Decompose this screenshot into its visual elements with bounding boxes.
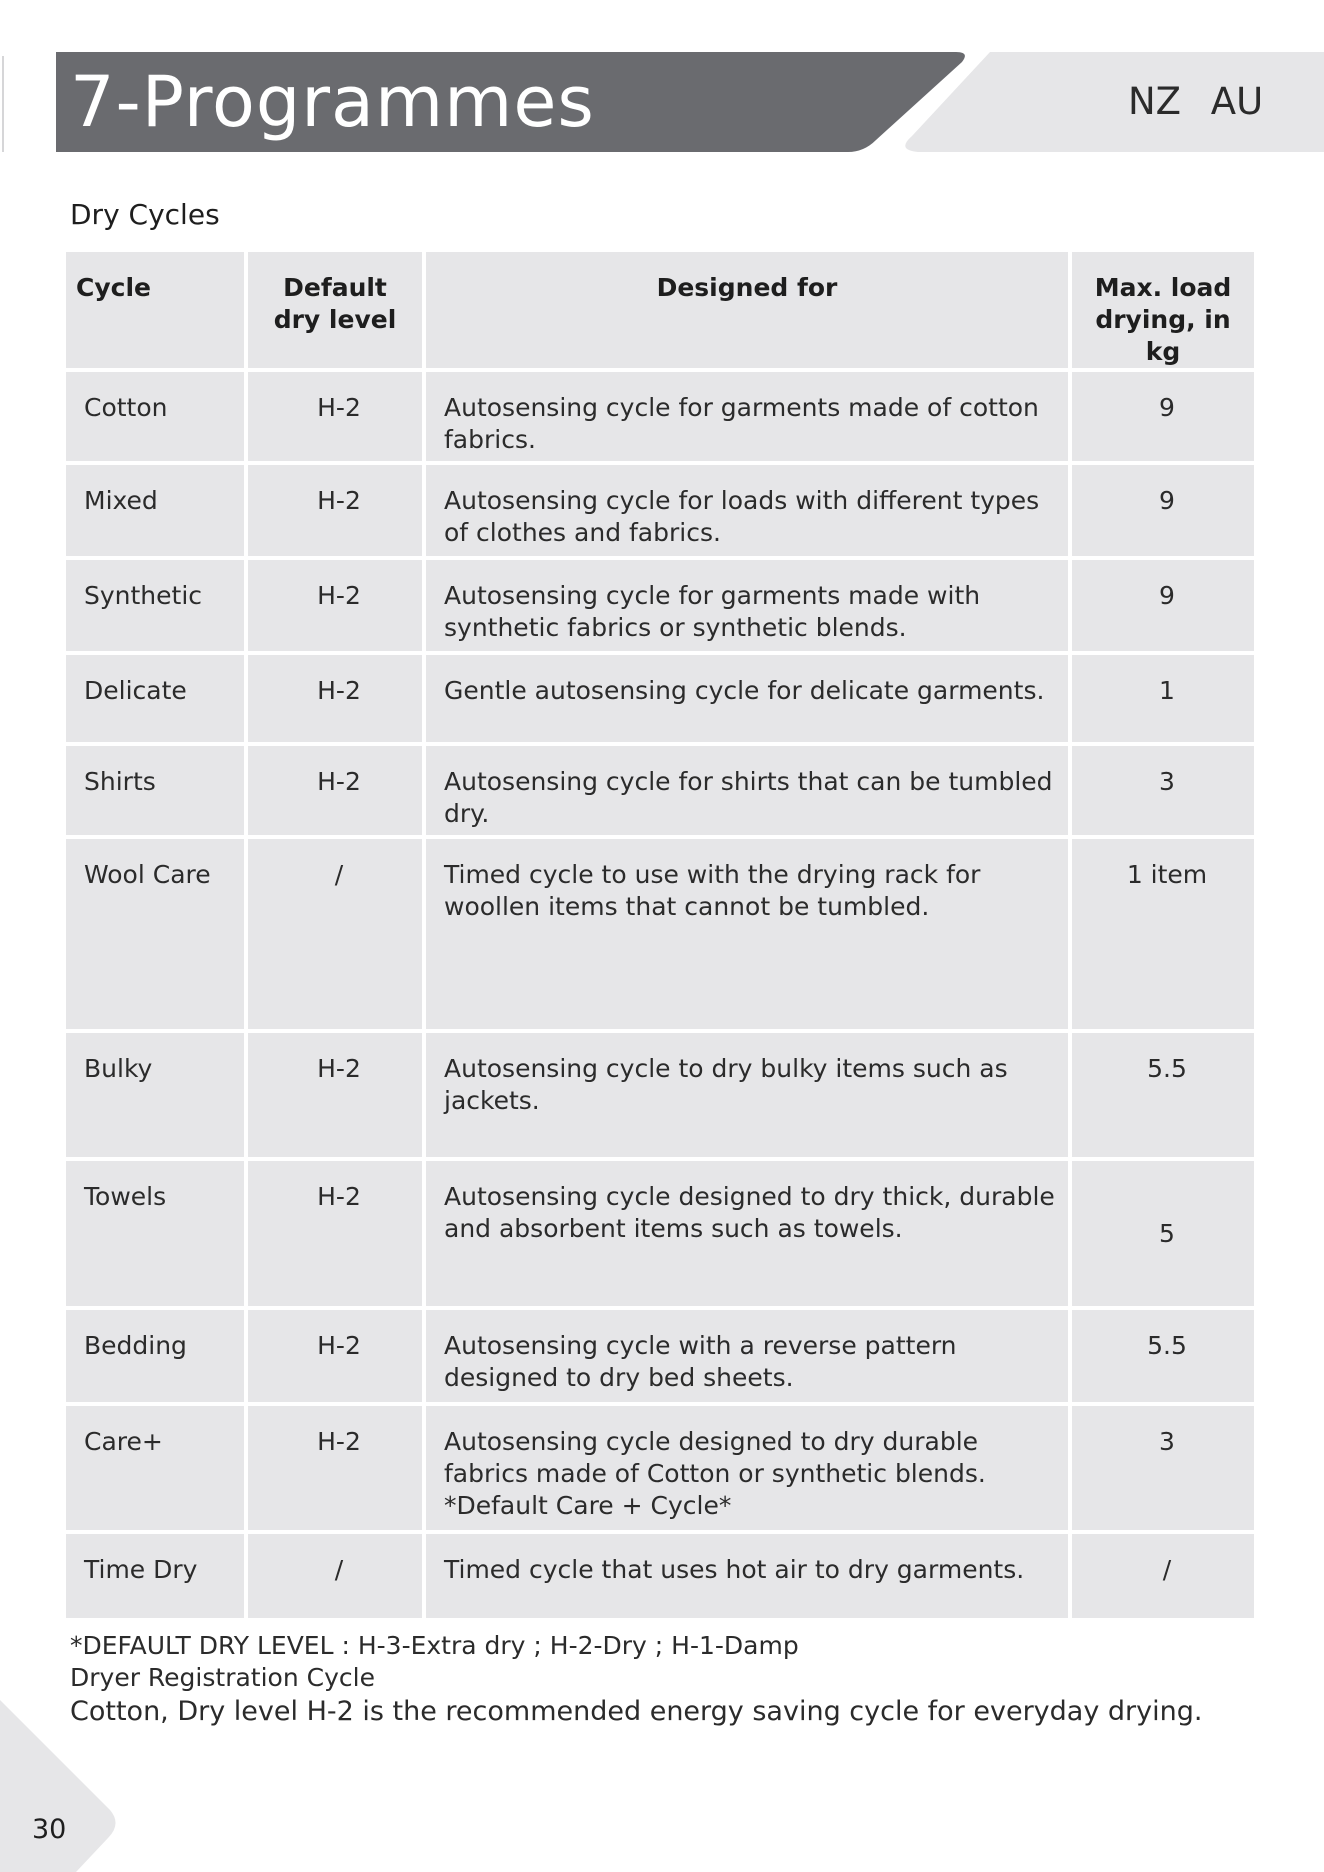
cycle-name: Synthetic (66, 560, 244, 651)
max-load: 5.5 (1072, 1033, 1254, 1157)
max-load: 3 (1072, 746, 1254, 835)
table-row (66, 1161, 1254, 1306)
max-load: 9 (1072, 560, 1254, 651)
dry-level: H-2 (248, 746, 422, 835)
dry-level: H-2 (248, 465, 422, 556)
max-load: / (1072, 1534, 1254, 1618)
cycle-name: Bulky (66, 1033, 244, 1157)
dry-level: H-2 (248, 1161, 422, 1306)
cycle-description: Autosensing cycle for garments made of cotton fabrics. (426, 372, 1068, 461)
dry-level: / (248, 839, 422, 1029)
default-dry-level-note: *DEFAULT DRY LEVEL : H-3-Extra dry ; H-2-Dry ; H-1-Damp (70, 1631, 799, 1660)
section-title: Dry Cycles (70, 198, 220, 231)
cycle-name: Cotton (66, 372, 244, 461)
table-row (66, 560, 1254, 651)
registration-note: Dryer Registration Cycle (70, 1663, 375, 1692)
dry-level: / (248, 1534, 422, 1618)
cycle-name: Care+ (66, 1406, 244, 1530)
table-row (66, 839, 1254, 1029)
header-default-dry-level: Default dry level (248, 252, 422, 368)
header-cycle: Cycle (66, 252, 244, 368)
table-row (66, 655, 1254, 742)
cycle-description: Autosensing cycle for shirts that can be tumbled dry. (426, 746, 1068, 835)
cycle-description: Autosensing cycle to dry bulky items such as jackets. (426, 1033, 1068, 1157)
table-row (66, 1534, 1254, 1618)
region-codes: NZ AU (1128, 80, 1264, 123)
max-load: 1 item (1072, 839, 1254, 1029)
cycle-name: Mixed (66, 465, 244, 556)
max-load: 5 (1072, 1161, 1254, 1306)
cycle-name: Shirts (66, 746, 244, 835)
cycle-description: Gentle autosensing cycle for delicate garments. (426, 655, 1068, 742)
table-row (66, 465, 1254, 556)
max-load: 5.5 (1072, 1310, 1254, 1402)
dry-level: H-2 (248, 560, 422, 651)
cycle-name: Delicate (66, 655, 244, 742)
header-max-load: Max. load drying, in kg (1072, 252, 1254, 368)
table-row (66, 372, 1254, 461)
dry-level: H-2 (248, 1310, 422, 1402)
table-row (66, 1310, 1254, 1402)
cycle-name: Towels (66, 1161, 244, 1306)
cycle-name: Time Dry (66, 1534, 244, 1618)
dry-level: H-2 (248, 1033, 422, 1157)
page-number: 30 (32, 1814, 67, 1845)
cycle-description: Autosensing cycle with a reverse pattern designed to dry bed sheets. (426, 1310, 1068, 1402)
cycle-description: Autosensing cycle for garments made with synthetic fabrics or synthetic blends. (426, 560, 1068, 651)
cycle-description: Autosensing cycle designed to dry thick, durable and absorbent items such as towels. (426, 1161, 1068, 1306)
cycle-description: Timed cycle that uses hot air to dry garments. (426, 1534, 1068, 1618)
max-load: 1 (1072, 655, 1254, 742)
cycle-name: Wool Care (66, 839, 244, 1029)
dry-level: H-2 (248, 372, 422, 461)
dry-cycles-table (62, 248, 1258, 1622)
footnotes (70, 1630, 1202, 1730)
table-row (66, 746, 1254, 835)
max-load: 9 (1072, 372, 1254, 461)
table-row (66, 1033, 1254, 1157)
cycle-description: Autosensing cycle designed to dry durable fabrics made of Cotton or synthetic blends. *Default Care + Cycle* (426, 1406, 1068, 1530)
table-header-row (66, 252, 1254, 368)
header-designed-for: Designed for (426, 252, 1068, 368)
max-load: 3 (1072, 1406, 1254, 1530)
cycle-description: Autosensing cycle for loads with different types of clothes and fabrics. (426, 465, 1068, 556)
cycle-description: Timed cycle to use with the drying rack for woollen items that cannot be tumbled. (426, 839, 1068, 1029)
page-title: 7-Programmes (70, 61, 595, 143)
dry-level: H-2 (248, 1406, 422, 1530)
dry-level: H-2 (248, 655, 422, 742)
recommendation-note: Cotton, Dry level H-2 is the recommended energy saving cycle for everyday drying. (70, 1696, 1203, 1727)
max-load: 9 (1072, 465, 1254, 556)
table-row (66, 1406, 1254, 1530)
cycle-name: Bedding (66, 1310, 244, 1402)
page-corner-decoration (0, 1700, 130, 1872)
